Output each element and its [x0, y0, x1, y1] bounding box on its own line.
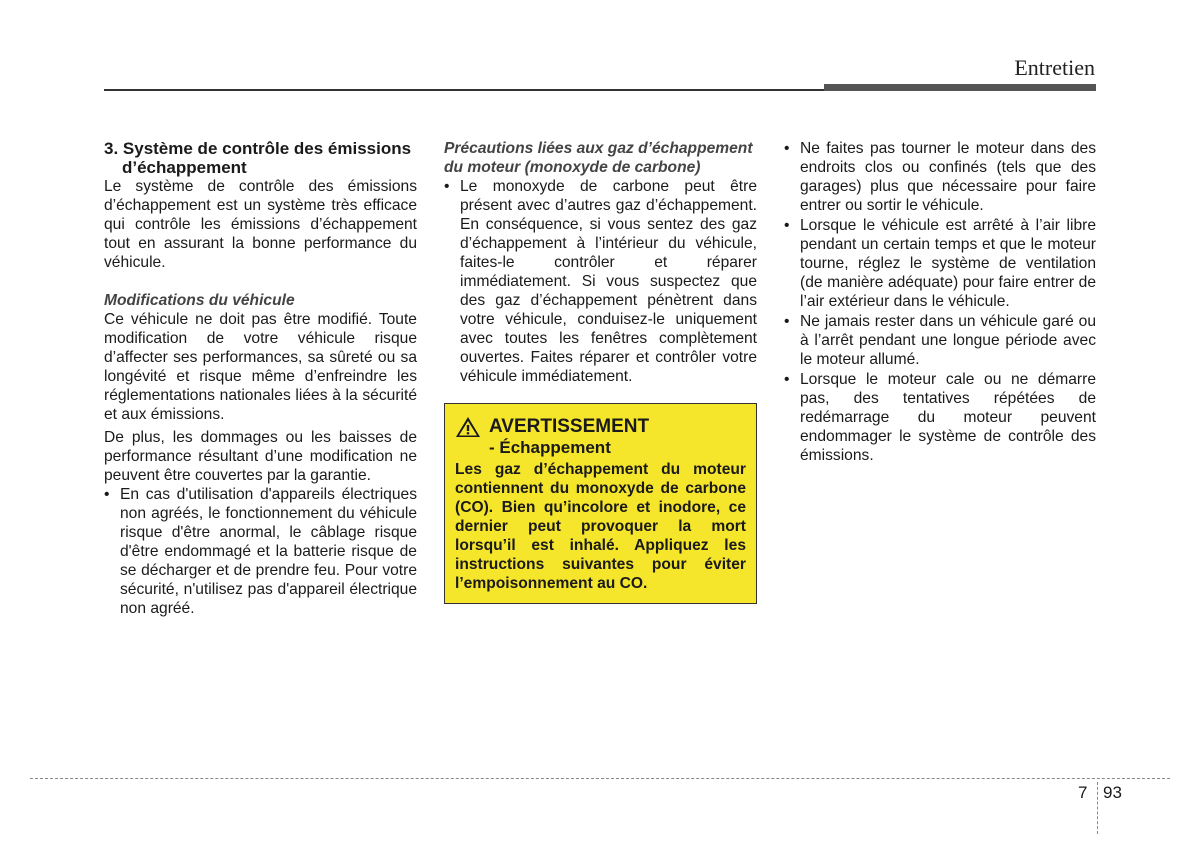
modifications-paragraph-1: Ce véhicule ne doit pas être modifié. Toute modification de votre véhicule risque d’affecter ses performances, sa sûreté ou sa longévité et risque même d’enfreindre les réglementations nationales liées à la sécurité et aux émissions.	[104, 311, 417, 423]
middle-column	[444, 139, 757, 604]
warning-text: Les gaz d’échappement du moteur contiennent du monoxyde de carbone (CO). Bien qu’incolore et inodore, ce dernier peut provoquer la mort lorsqu’il est inhalé. Appliquez les instructions suivantes pour éviter l’empoisonnement au CO.	[455, 461, 746, 592]
list-item-text: Ne faites pas tourner le moteur dans des endroits clos ou confinés (tels que des garages) plus que nécessaire pour faire entrer ou sortir le véhicule.	[800, 140, 1096, 214]
header-rule-accent	[824, 84, 1096, 91]
list-item-text: Lorsque le moteur cale ou ne démarre pas, des tentatives répétées de redémarrage du moteur peuvent endommager le système de contrôle des émissions.	[800, 371, 1096, 464]
list-item	[784, 216, 1096, 311]
list-item	[784, 139, 1096, 215]
warning-triangle-icon	[455, 416, 481, 438]
bullet-marker: •	[784, 313, 790, 330]
precautions-heading: Précautions liées aux gaz d’échappement du moteur (monoxyde de carbone)	[444, 140, 753, 176]
list-item-text: En cas d'utilisation d'appareils électriques non agréés, le fonctionnement du véhicule risque d'être anormal, le câblage risque d'être endommagé et la batterie risque de se décharger et de prendre feu. Pour votre sécurité, n'utilisez pas d'appareil électrique non agréé.	[120, 486, 417, 617]
list-item	[784, 370, 1096, 465]
warning-title-row	[455, 416, 746, 438]
list-item-text: Ne jamais rester dans un véhicule garé ou à l’arrêt pendant une longue période avec le moteur allumé.	[800, 313, 1096, 368]
list-item	[444, 177, 757, 386]
modifications-heading: Modifications du véhicule	[104, 292, 295, 309]
warning-subtitle: - Échappement	[489, 438, 611, 457]
bullet-marker: •	[104, 486, 110, 503]
chapter-number: 7	[1078, 783, 1088, 802]
left-column	[104, 139, 417, 619]
list-item-text: Le monoxyde de carbone peut être présent avec d’autres gaz d’échappement. En conséquence, si vous sentez des gaz d’échappement à l’intérieur du véhicule, faites-le contrôler et réparer immédiatement. Si vous suspectez que des gaz d’échappement pénètrent dans votre véhicule, conduisez-le uniquement avec toutes les fenêtres complètement ouvertes. Faites réparer et contrôler votre véhicule immédiatement.	[460, 178, 757, 385]
footer-vertical-divider	[1097, 782, 1098, 834]
list-item-text: Lorsque le véhicule est arrêté à l’air libre pendant un certain temps et que le moteur tourne, réglez le système de ventilation (de manière adéquate) pour faire entrer de l’air extérieur dans le véhicule.	[800, 217, 1096, 310]
middle-bullet-list	[444, 177, 757, 386]
list-item	[784, 312, 1096, 369]
section-intro: Le système de contrôle des émissions d’échappement est un système très efficace qui contrôle les émissions d’échappement tout en assurant la bonne performance du véhicule.	[104, 178, 417, 271]
modifications-paragraph-2: De plus, les dommages ou les baisses de performance résultant d’une modification ne peuvent être couvertes par la garantie.	[104, 429, 417, 484]
page-number: 93	[1103, 783, 1122, 802]
bullet-marker: •	[784, 217, 790, 234]
warning-box	[444, 403, 757, 604]
right-column	[784, 139, 1096, 466]
left-bullet-list	[104, 485, 417, 618]
bullet-marker: •	[444, 178, 450, 195]
page-header-title: Entretien	[1014, 55, 1095, 80]
section-title: 3. Système de contrôle des émissions d’échappement	[104, 139, 412, 177]
footer-divider	[30, 778, 1170, 779]
bullet-marker: •	[784, 140, 790, 157]
warning-title: AVERTISSEMENT	[489, 416, 650, 437]
bullet-marker: •	[784, 371, 790, 388]
list-item	[104, 485, 417, 618]
right-bullet-list	[784, 139, 1096, 465]
